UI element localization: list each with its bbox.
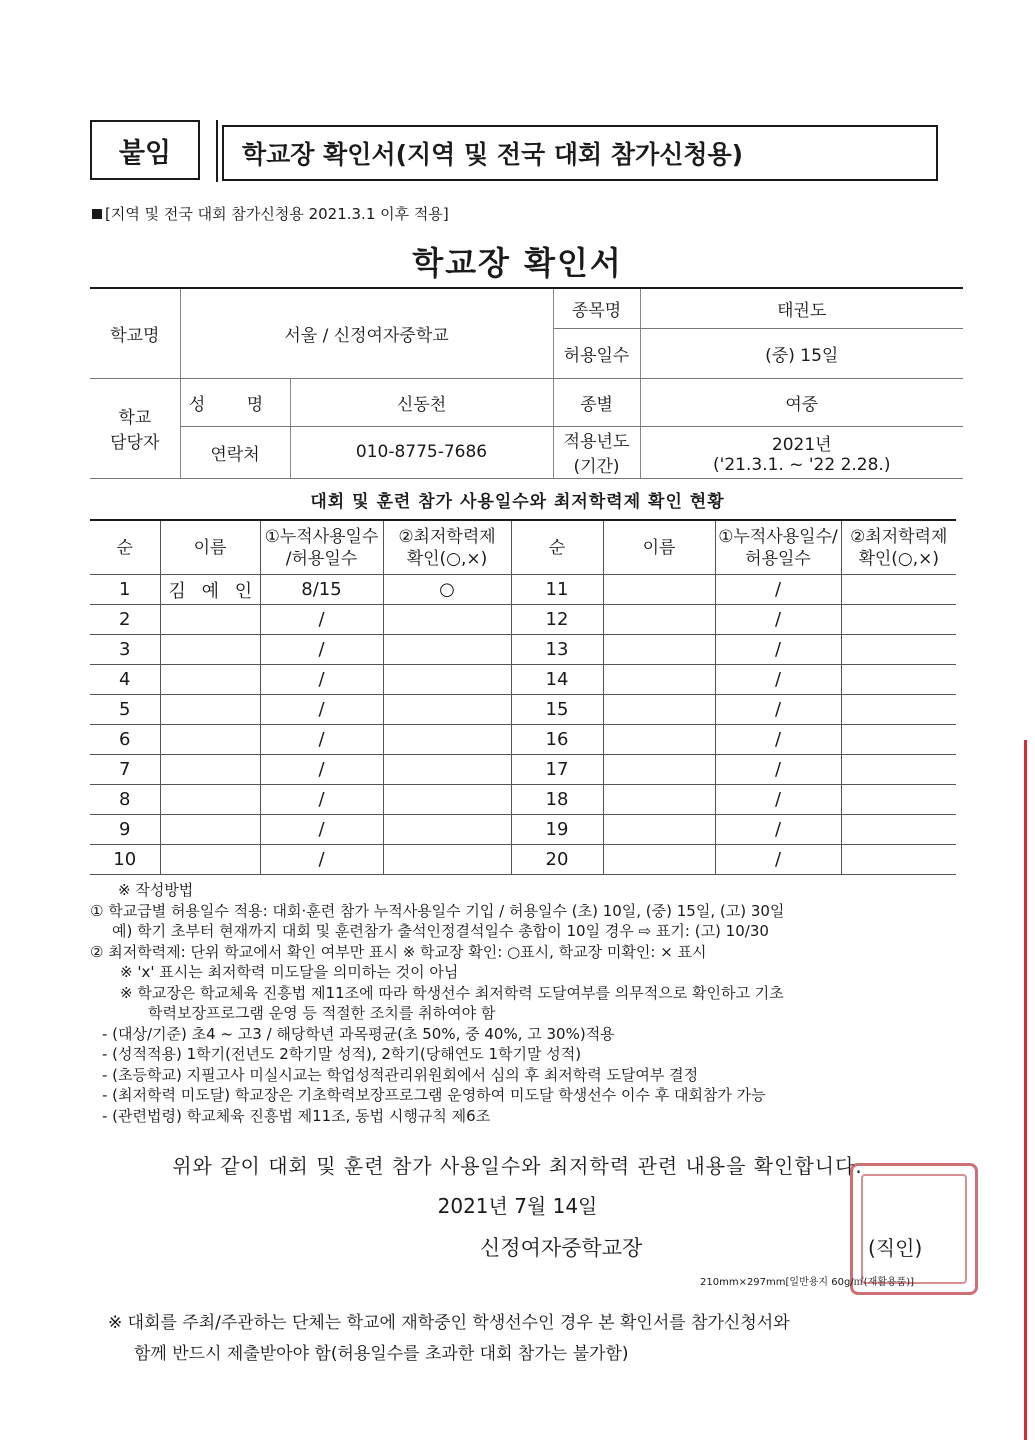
table-row: 7 / 17 / — [90, 755, 956, 785]
table-row: 8 / 18 / — [90, 785, 956, 815]
name-value: 신동천 — [290, 378, 553, 426]
school-value: 서울 / 신정여자중학교 — [180, 288, 553, 378]
gender-value: 여중 — [640, 378, 963, 426]
square-bullet-icon — [92, 209, 102, 219]
gender-label: 종별 — [553, 378, 640, 426]
table-row: 1 김 예 인 8/15 ○ 11 / — [90, 575, 956, 605]
student-name: 김 예 인 — [160, 575, 260, 605]
header-check: ②최저학력제 확인(○,×) — [383, 520, 511, 575]
seal-label: (직인) — [868, 1236, 923, 1260]
info-table — [90, 287, 963, 479]
header-no: 순 — [511, 520, 603, 575]
document-title: 학교장 확인서 — [412, 244, 623, 282]
contact-value: 010-8775-7686 — [290, 426, 553, 478]
table-row: 4 / 14 / — [90, 665, 956, 695]
header-no: 순 — [90, 520, 160, 575]
attachment-badge: 붙임 — [90, 120, 200, 180]
event-label: 종목명 — [553, 288, 640, 328]
issue-date: 2021년 7월 14일 — [437, 1194, 598, 1218]
status-title: 대회 및 훈련 참가 사용일수와 최저학력제 확인 현황 — [310, 492, 725, 512]
school-label: 학교명 — [90, 288, 180, 378]
days-label: 허용일수 — [553, 328, 640, 378]
note-line: ※ 'x' 표시는 최저학력 미도달을 의미하는 것이 아님 — [120, 963, 459, 981]
note-line: - (대상/기준) 초4 ~ 고3 / 해당학년 과목평균(초 50%, 중 40%, 고 30%)적용 — [102, 1024, 615, 1043]
grid-header-row — [90, 520, 956, 575]
paper-spec: 210mm×297mm[일반용지 60g/㎡(재활용품)] — [700, 1277, 915, 1288]
table-row: 9 / 19 / — [90, 815, 956, 845]
footer-line-2: 함께 반드시 제출받아야 함(허용일수를 초과한 대회 참가는 불가함) — [134, 1344, 629, 1364]
note-line: - (성적적용) 1학기(전년도 2학기말 성적), 2학기(당해연도 1학기말 성적) — [102, 1045, 582, 1063]
note-line: 학력보장프로그램 운영 등 적절한 조치를 취하여야 함 — [148, 1004, 496, 1022]
page-edge-mark — [1024, 740, 1027, 1440]
header-name: 이름 — [603, 520, 715, 575]
header-title: 학교장 확인서(지역 및 전국 대회 참가신청용) — [222, 125, 938, 181]
event-value: 태권도 — [640, 288, 963, 328]
days-value: (중) 15일 — [640, 328, 963, 378]
year-value: 2021년 ('21.3.1. ~ '22 2.28.) — [640, 426, 963, 478]
header-days: ①누적사용일수/ 허용일수 — [715, 520, 841, 575]
confirmation-statement: 위와 같이 대회 및 훈련 참가 사용일수와 최저학력 관련 내용을 확인합니다. — [172, 1154, 863, 1178]
note-line: ① 학교급별 허용일수 적용: 대회·훈련 참가 누적사용일수 기입 / 허용일수 (초) 10일, (중) 15일, (고) 30일 — [90, 901, 785, 920]
note-line: - (초등학교) 지필고사 미실시교는 학업성적관리위원회에서 심의 후 최저학력 도달여부 결정 — [102, 1065, 699, 1084]
footer-note — [108, 1308, 790, 1370]
check-mark: ○ — [383, 575, 511, 605]
header-name: 이름 — [160, 520, 260, 575]
table-row: 3 / 13 / — [90, 635, 956, 665]
principal-name: 신정여자중학교장 — [480, 1236, 643, 1260]
note-line: 예) 학기 초부터 현재까지 대회 및 훈련참가 출석인정결석일수 총합이 10일 경우 ⇨ 표기: (고) 10/30 — [112, 922, 769, 940]
contact-label: 연락처 — [180, 426, 290, 478]
year-label: 적용년도 (기간) — [553, 426, 640, 478]
applies-note — [92, 203, 449, 224]
applies-text: [지역 및 전국 대회 참가신청용 2021.3.1 이후 적용] — [105, 205, 449, 223]
usage-grid — [90, 519, 956, 875]
note-line: - (관련법령) 학교체육 진흥법 제11조, 동법 시행규칙 제6조 — [102, 1106, 491, 1125]
table-row: 5 / 15 / — [90, 695, 956, 725]
notes-heading: ※ 작성방법 — [118, 881, 194, 899]
name-label: 성 명 — [180, 378, 290, 426]
writing-instructions — [90, 880, 970, 1126]
footer-line-1: ※ 대회를 주최/주관하는 단체는 학교에 재학중인 학생선수인 경우 본 확인서를 참가신청서와 — [108, 1313, 790, 1333]
note-line: ※ 학교장은 학교체육 진흥법 제11조에 따라 학생선수 최저학력 도달여부를 의무적으로 확인하고 기초 — [120, 983, 784, 1002]
table-row: 10 / 20 / — [90, 845, 956, 875]
note-line: ② 최저학력제: 단위 학교에서 확인 여부만 표시 ※ 학교장 확인: ○표시, 학교장 미확인: × 표시 — [90, 942, 707, 961]
table-row: 2 / 12 / — [90, 605, 956, 635]
manager-label: 학교 담당자 — [90, 378, 180, 478]
table-row: 6 / 16 / — [90, 725, 956, 755]
header-days: ①누적사용일수 /허용일수 — [260, 520, 383, 575]
note-line: - (최저학력 미도달) 학교장은 기초학력보장프로그램 운영하여 미도달 학생선수 이수 후 대회참가 가능 — [102, 1086, 766, 1104]
header-check: ②최저학력제 확인(○,×) — [841, 520, 956, 575]
